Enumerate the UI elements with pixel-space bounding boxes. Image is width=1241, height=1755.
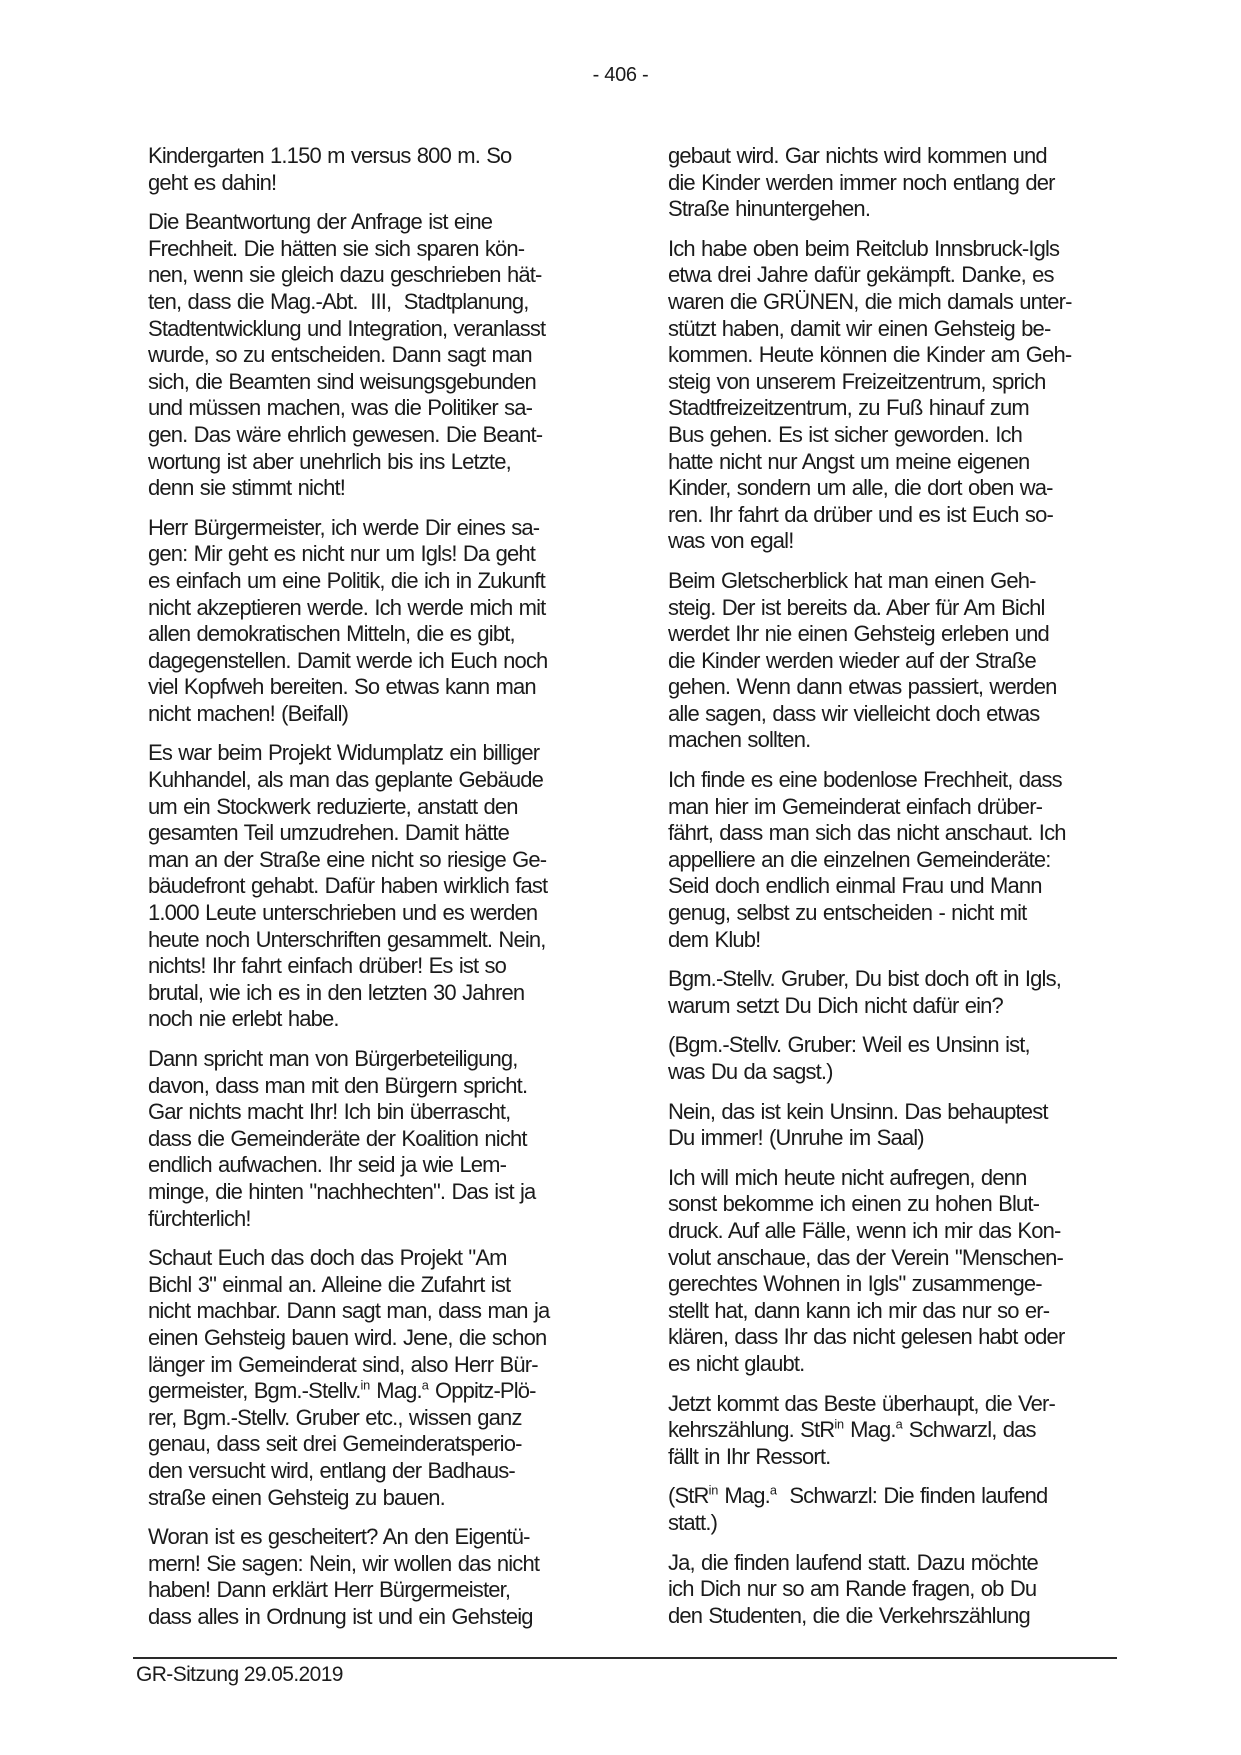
- text-line: es einfach um eine Politik, die ich in Zukunft: [148, 567, 545, 593]
- text-line: statt.): [668, 1509, 718, 1535]
- paragraph: [668, 1032, 1138, 1085]
- text-line: appelliere an die einzelnen Gemeinderäte:: [668, 846, 1051, 872]
- text-line: dass die Gemeinderäte der Koalition nicht: [148, 1125, 527, 1151]
- text-line: denn sie stimmt nicht!: [148, 475, 346, 501]
- text-line: ich Dich nur so am Rande fragen, ob Du: [668, 1576, 1037, 1602]
- paragraph: [148, 209, 618, 502]
- text-line: viel Kopfweh bereiten. So etwas kann man: [148, 674, 536, 700]
- text-line: Beim Gletscherblick hat man einen Geh-: [668, 567, 1036, 593]
- text-line: gebaut wird. Gar nichts wird kommen und: [668, 143, 1047, 168]
- text-line: Du immer! (Unruhe im Saal): [668, 1125, 924, 1151]
- text-line: steig von unserem Freizeitzentrum, sprich: [668, 368, 1046, 394]
- text-line: und müssen machen, was die Politiker sa-: [148, 395, 533, 421]
- text-line: steig. Der ist bereits da. Aber für Am Bichl: [668, 594, 1045, 620]
- text-line: machen sollten.: [668, 727, 811, 753]
- paragraph: [668, 767, 1138, 953]
- text-line: länger im Gemeinderat sind, also Herr Bür-: [148, 1351, 538, 1377]
- paragraph: [668, 568, 1138, 754]
- text-line: gehen. Wenn dann etwas passiert, werden: [668, 674, 1057, 700]
- footer-divider: [133, 1657, 1117, 1659]
- text-line: die Kinder werden immer noch entlang der: [668, 169, 1055, 195]
- text-line: Kindergarten 1.150 m versus 800 m. So: [148, 143, 512, 168]
- text-line: Ja, die finden laufend statt. Dazu möchte: [668, 1549, 1038, 1575]
- left-column: [148, 143, 618, 1630]
- text-line: sich, die Beamten sind weisungsgebunden: [148, 368, 536, 394]
- text-line: Die Beantwortung der Anfrage ist eine: [148, 209, 493, 235]
- text-line: Ich will mich heute nicht aufregen, denn: [668, 1164, 1027, 1190]
- text-line: nicht machen! (Beifall): [148, 700, 349, 726]
- paragraph: [668, 236, 1138, 555]
- text-line: sonst bekomme ich einen zu hohen Blut-: [668, 1191, 1040, 1217]
- text-line: klären, dass Ihr das nicht gelesen habt oder: [668, 1324, 1065, 1350]
- paragraph: [668, 966, 1138, 1019]
- text-line: hatte nicht nur Angst um meine eigenen: [668, 448, 1030, 474]
- text-line: straße einen Gehsteig zu bauen.: [148, 1484, 445, 1510]
- text-line: Es war beim Projekt Widumplatz ein billiger: [148, 740, 540, 766]
- text-line: fährt, dass man sich das nicht anschaut. Ich: [668, 820, 1066, 846]
- paragraph: [148, 1245, 618, 1511]
- paragraph: [668, 1483, 1138, 1536]
- text-line: haben! Dann erklärt Herr Bürgermeister,: [148, 1577, 511, 1603]
- text-line: Schaut Euch das doch das Projekt "Am: [148, 1245, 507, 1271]
- text-line: endlich aufwachen. Ihr seid ja wie Lem-: [148, 1152, 507, 1178]
- text-line: (Bgm.-Stellv. Gruber: Weil es Unsinn ist,: [668, 1032, 1030, 1058]
- text-line: gesamten Teil umzudrehen. Damit hätte: [148, 820, 510, 846]
- text-line: kommen. Heute können die Kinder am Geh-: [668, 342, 1072, 368]
- text-line: allen demokratischen Mitteln, die es gibt,: [148, 621, 515, 647]
- text-line: Herr Bürgermeister, ich werde Dir eines sa-: [148, 514, 540, 540]
- text-line: einen Gehsteig bauen wird. Jene, die schon: [148, 1324, 547, 1350]
- text-line: wortung ist aber unehrlich bis ins Letzte,: [148, 448, 511, 474]
- text-line: Ich finde es eine bodenlose Frechheit, dass: [668, 767, 1062, 793]
- text-line: Gar nichts macht Ihr! Ich bin überrascht,: [148, 1099, 511, 1125]
- text-line: Seid doch endlich einmal Frau und Mann: [668, 873, 1042, 899]
- text-line: dem Klub!: [668, 926, 761, 952]
- text-line: alle sagen, dass wir vielleicht doch etwas: [668, 700, 1040, 726]
- text-line: dagegenstellen. Damit werde ich Euch noch: [148, 647, 548, 673]
- paragraph: [148, 143, 618, 196]
- text-line: Straße hinuntergehen.: [668, 196, 871, 222]
- text-line: germeister, Bgm.-Stellv.$^{in}$ Mag.$^a$ Oppitz-Plö-: [148, 1377, 536, 1404]
- text-line: geht es dahin!: [148, 169, 277, 195]
- paragraph: [668, 1165, 1138, 1378]
- text-line: genau, dass seit drei Gemeinderatsperio-: [148, 1431, 522, 1457]
- text-line: genug, selbst zu entscheiden - nicht mit: [668, 900, 1027, 926]
- text-line: man an der Straße eine nicht so riesige Ge-: [148, 846, 547, 872]
- text-line: noch nie erlebt habe.: [148, 1006, 339, 1032]
- paragraph: [148, 515, 618, 728]
- text-line: es nicht glaubt.: [668, 1350, 805, 1376]
- paragraph: [668, 1099, 1138, 1152]
- text-line: Stadtfreizeitzentrum, zu Fuß hinauf zum: [668, 395, 1029, 421]
- text-line: nicht machbar. Dann sagt man, dass man ja: [148, 1298, 550, 1324]
- text-line: Dann spricht man von Bürgerbeteiligung,: [148, 1046, 518, 1071]
- text-line: gen. Das wäre ehrlich gewesen. Die Beant-: [148, 421, 543, 447]
- page-number: - 406 -: [592, 64, 649, 86]
- text-line: (StR$^{in}$ Mag.$^a$ Schwarzl: Die finden laufend: [668, 1482, 1048, 1509]
- text-line: stützt haben, damit wir einen Gehsteig be-: [668, 315, 1051, 341]
- text-line: nen, wenn sie gleich dazu geschrieben hät-: [148, 262, 542, 288]
- text-line: gen: Mir geht es nicht nur um Igls! Da geht: [148, 541, 535, 567]
- text-line: was von egal!: [668, 528, 794, 554]
- text-line: werdet Ihr nie einen Gehsteig erleben und: [668, 621, 1049, 647]
- paragraph: [148, 1046, 618, 1232]
- text-line: minge, die hinten "nachhechten". Das ist ja: [148, 1178, 536, 1204]
- text-line: Bgm.-Stellv. Gruber, Du bist doch oft in Igls,: [668, 966, 1062, 992]
- text-line: gerechtes Wohnen in Igls" zusammenge-: [668, 1271, 1042, 1297]
- text-line: wurde, so zu entscheiden. Dann sagt man: [148, 342, 532, 368]
- text-line: den versucht wird, entlang der Badhaus-: [148, 1457, 515, 1483]
- text-line: druck. Auf alle Fälle, wenn ich mir das Kon-: [668, 1217, 1061, 1243]
- text-line: warum setzt Du Dich nicht dafür ein?: [668, 992, 1003, 1018]
- paragraph: [668, 1550, 1138, 1630]
- text-line: volut anschaue, das der Verein "Menschen-: [668, 1244, 1063, 1270]
- paragraph: [668, 1391, 1138, 1471]
- paragraph: [668, 143, 1138, 223]
- text-line: man hier im Gemeinderat einfach drüber-: [668, 793, 1043, 819]
- text-line: den Studenten, die die Verkehrszählung: [668, 1602, 1030, 1628]
- paragraph: [148, 740, 618, 1033]
- text-line: Kuhhandel, als man das geplante Gebäude: [148, 767, 544, 793]
- text-line: Frechheit. Die hätten sie sich sparen kön-: [148, 235, 525, 261]
- text-line: Stadtentwicklung und Integration, veranlasst: [148, 315, 546, 341]
- text-line: stellt hat, dann kann ich mir das nur so er-: [668, 1297, 1050, 1323]
- text-line: um ein Stockwerk reduzierte, anstatt den: [148, 793, 518, 819]
- text-line: fällt in Ihr Ressort.: [668, 1443, 831, 1469]
- text-line: heute noch Unterschriften gesammelt. Nein,: [148, 926, 546, 952]
- text-line: etwa drei Jahre dafür gekämpft. Danke, es: [668, 262, 1054, 288]
- text-line: nichts! Ihr fahrt einfach drüber! Es ist so: [148, 953, 507, 979]
- text-line: rer, Bgm.-Stellv. Gruber etc., wissen ganz: [148, 1404, 522, 1430]
- text-line: bäudefront gehabt. Dafür haben wirklich fast: [148, 873, 548, 899]
- text-line: die Kinder werden wieder auf der Straße: [668, 647, 1036, 673]
- right-column: [668, 143, 1138, 1629]
- text-line: Kinder, sondern um alle, die dort oben wa-: [668, 475, 1053, 501]
- text-line: ren. Ihr fahrt da drüber und es ist Euch so-: [668, 501, 1053, 527]
- footer-text: GR-Sitzung 29.05.2019: [136, 1663, 343, 1686]
- text-line: was Du da sagst.): [668, 1059, 833, 1084]
- text-line: 1.000 Leute unterschrieben und es werden: [148, 900, 538, 926]
- text-line: fürchterlich!: [148, 1205, 251, 1231]
- text-line: mern! Sie sagen: Nein, wir wollen das nicht: [148, 1550, 540, 1576]
- text-line: Bus gehen. Es ist sicher geworden. Ich: [668, 421, 1023, 447]
- text-line: Ich habe oben beim Reitclub Innsbruck-Igls: [668, 235, 1060, 261]
- text-line: waren die GRÜNEN, die mich damals unter-: [668, 288, 1072, 314]
- text-line: Bichl 3" einmal an. Alleine die Zufahrt ist: [148, 1271, 511, 1297]
- text-line: kehrszählung. StR$^{in}$ Mag.$^a$ Schwarzl, das: [668, 1416, 1036, 1443]
- text-line: dass alles in Ordnung ist und ein Gehsteig: [148, 1603, 533, 1629]
- text-line: ten, dass die Mag.-Abt. III, Stadtplanung,: [148, 288, 529, 314]
- text-line: brutal, wie ich es in den letzten 30 Jahren: [148, 979, 525, 1005]
- text-line: Nein, das ist kein Unsinn. Das behauptest: [668, 1098, 1048, 1124]
- text-line: Jetzt kommt das Beste überhaupt, die Ver-: [668, 1390, 1055, 1416]
- text-line: davon, dass man mit den Bürgern spricht.: [148, 1072, 528, 1098]
- text-line: nicht akzeptieren werde. Ich werde mich mit: [148, 594, 546, 620]
- text-line: Woran ist es gescheitert? An den Eigentü-: [148, 1524, 530, 1550]
- paragraph: [148, 1524, 618, 1630]
